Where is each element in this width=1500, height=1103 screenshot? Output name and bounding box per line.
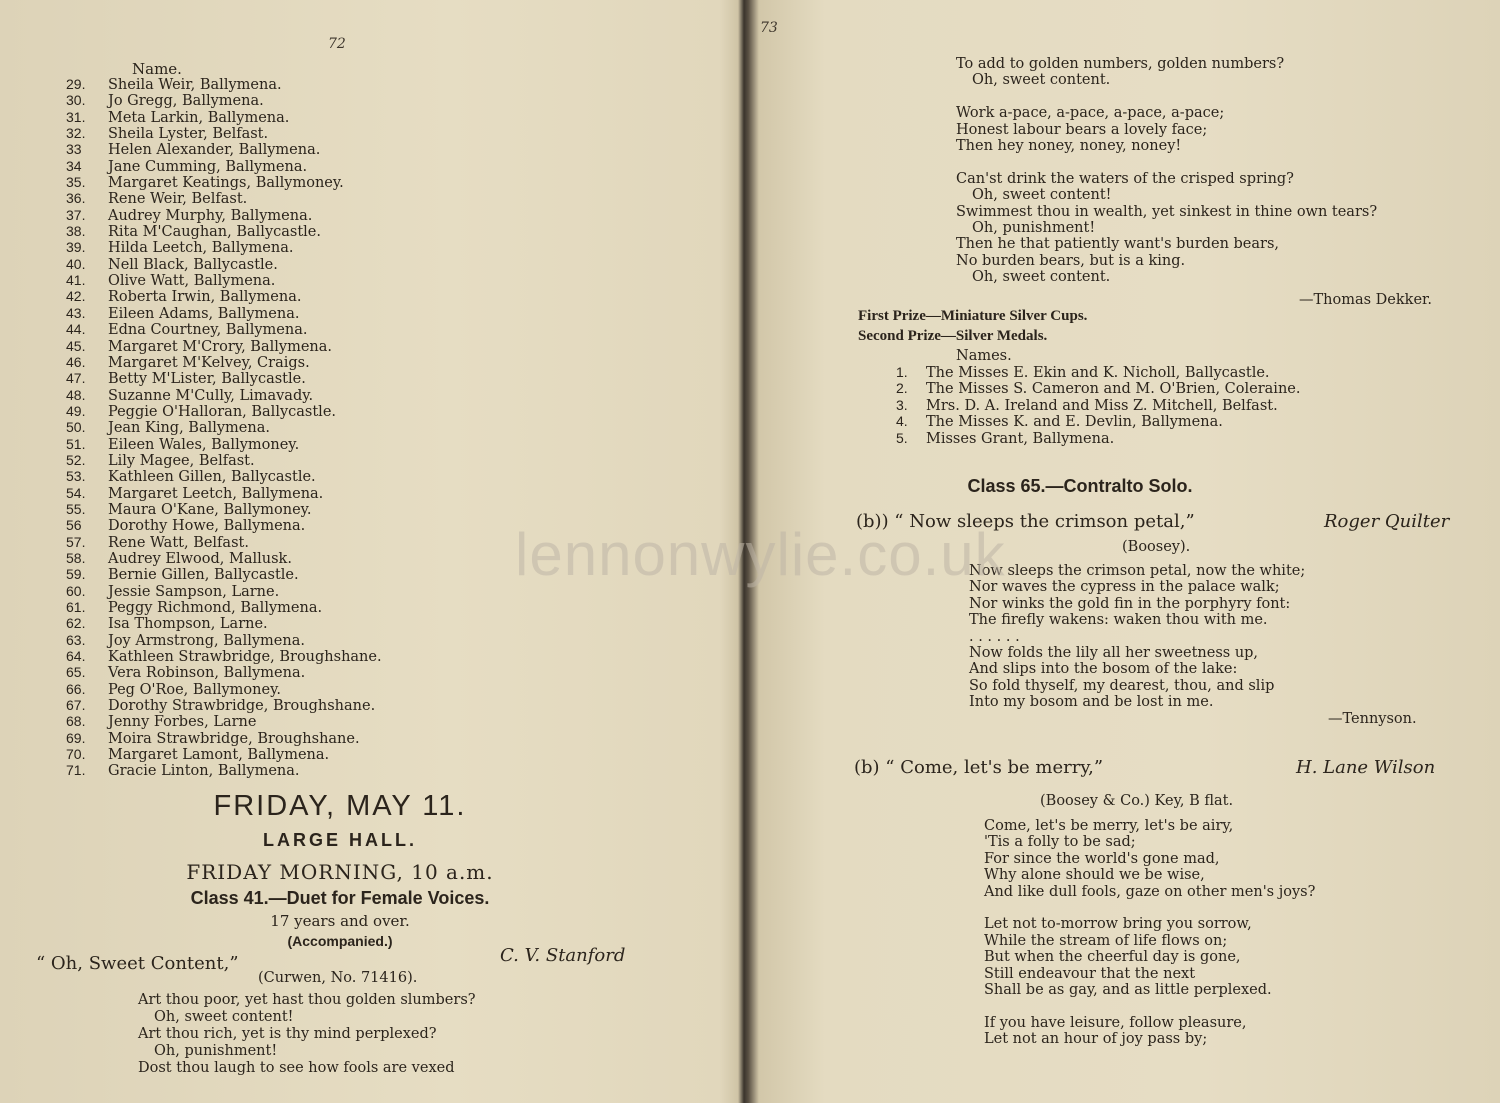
list-item	[66, 632, 382, 648]
composer: C. V. Stanford	[500, 945, 626, 966]
entry-number: 40.	[66, 255, 86, 272]
entry-number: 66.	[66, 680, 86, 697]
lyric-line: Oh, sweet content.	[972, 72, 1111, 89]
second-prize: Second Prize—Silver Medals.	[858, 328, 1048, 344]
entry-number: 49.	[66, 402, 86, 419]
entry-name: Lily Magee, Belfast.	[108, 452, 255, 469]
lyric-line: No burden bears, but is a king.	[956, 252, 1186, 269]
lyric-line: Art thou rich, yet is thy mind perplexed?	[138, 1026, 437, 1042]
entry-name: Peg O'Roe, Ballymoney.	[108, 681, 281, 698]
list-item	[66, 501, 382, 517]
entry-number: 45.	[66, 337, 86, 354]
entry-name: Olive Watt, Ballymena.	[108, 273, 276, 290]
list-item	[66, 403, 382, 419]
list-item	[896, 380, 1300, 396]
poem-continued	[956, 56, 1377, 285]
entry-number: 63.	[66, 631, 86, 648]
list-item	[66, 517, 382, 533]
entry-number: 43.	[66, 304, 86, 321]
entry-name: Sheila Weir, Ballymena.	[108, 77, 282, 93]
lyric-line: Nor winks the gold fin in the porphyry font:	[969, 595, 1291, 612]
entry-number: 62.	[66, 615, 86, 632]
entry-name: Margaret M'Kelvey, Craigs.	[108, 354, 310, 371]
entry-number: 64.	[66, 648, 86, 665]
entry-name: Edna Courtney, Ballymena.	[108, 322, 308, 339]
list-item	[66, 321, 382, 337]
names-header: Names.	[956, 348, 1012, 364]
list-item	[66, 419, 382, 435]
entry-number: 52.	[66, 451, 86, 468]
entry-number: 3.	[896, 396, 908, 413]
song-b-title: (b) “ Come, let's be merry,”	[854, 757, 1104, 778]
list-item	[66, 174, 382, 190]
entry-number: 70.	[66, 746, 86, 763]
list-item	[66, 256, 382, 272]
list-item	[66, 338, 382, 354]
entry-number: 42.	[66, 288, 86, 305]
entry-number: 54.	[66, 484, 86, 501]
list-item	[66, 288, 382, 304]
list-item	[66, 190, 382, 206]
lyric-line: Then hey noney, noney, noney!	[956, 137, 1182, 154]
list-item	[66, 648, 382, 664]
list-item	[896, 364, 1300, 380]
winner-list	[896, 364, 1300, 446]
page-number: 72	[328, 36, 346, 52]
list-item	[66, 534, 382, 550]
song-b-publisher: (Boosey & Co.) Key, B flat.	[1040, 793, 1234, 809]
class-heading: Class 65.—Contralto Solo.	[967, 476, 1193, 496]
lyric-line: And slips into the bosom of the lake:	[969, 661, 1238, 678]
list-item	[66, 550, 382, 566]
entry-name: Kathleen Gillen, Ballycastle.	[108, 469, 316, 486]
lyric-line: And like dull fools, gaze on other men's joys?	[984, 883, 1316, 900]
list-item	[66, 141, 382, 157]
entry-name: Moira Strawbridge, Broughshane.	[108, 730, 360, 747]
entry-name: Kathleen Strawbridge, Broughshane.	[108, 649, 382, 666]
first-prize: First Prize—Miniature Silver Cups.	[858, 308, 1088, 324]
entry-name: Audrey Elwood, Mallusk.	[108, 550, 292, 567]
age-note: 17 years and over.	[270, 912, 410, 930]
entry-name: Jo Gregg, Ballymena.	[108, 93, 264, 110]
song-a-author: —Tennyson.	[1328, 711, 1417, 727]
entry-number: 46.	[66, 353, 86, 370]
entry-number: 32.	[66, 125, 86, 142]
list-item	[66, 583, 382, 599]
song-title: “ Oh, Sweet Content,”	[36, 953, 239, 974]
entry-name: Margaret Keatings, Ballymoney.	[108, 175, 344, 192]
entry-name: Suzanne M'Cully, Limavady.	[108, 387, 314, 404]
entry-number: 56	[66, 517, 82, 534]
lyric-line: Oh, sweet content!	[154, 1009, 294, 1025]
list-item	[66, 452, 382, 468]
entry-number: 51.	[66, 435, 86, 452]
lyric-line: Shall be as gay, and as little perplexed.	[984, 981, 1272, 998]
entry-name: Peggie O'Halloran, Ballycastle.	[108, 403, 337, 420]
list-item	[66, 697, 382, 713]
lyric-line: The firefly wakens: waken thou with me.	[969, 612, 1268, 629]
lyric-line: Why alone should we be wise,	[984, 867, 1205, 884]
entry-number: 48.	[66, 386, 86, 403]
watermark: lennonwylie.co.uk	[515, 521, 1006, 588]
entry-name: Maura O'Kane, Ballymoney.	[108, 501, 312, 518]
list-item	[66, 125, 382, 141]
entry-name: Hilda Leetch, Ballymena.	[108, 240, 294, 257]
entry-name: Bernie Gillen, Ballycastle.	[108, 567, 299, 584]
lyric-line: But when the cheerful day is gone,	[984, 949, 1241, 966]
lyric-line: Then he that patiently want's burden bears,	[956, 236, 1280, 253]
entry-number: 41.	[66, 272, 86, 289]
entry-name: Meta Larkin, Ballymena.	[108, 109, 290, 126]
entry-name: The Misses K. and E. Devlin, Ballymena.	[926, 414, 1223, 431]
entry-name: Margaret Lamont, Ballymena.	[108, 747, 330, 764]
list-item	[66, 615, 382, 631]
lyric-line: Now sleeps the crimson petal, now the white;	[969, 563, 1306, 579]
lyric-line: If you have leisure, follow pleasure,	[984, 1014, 1247, 1031]
entry-number: 57.	[66, 533, 86, 550]
lyric-line: While the stream of life flows on;	[984, 932, 1228, 949]
entry-number: 58.	[66, 549, 86, 566]
entry-name: Gracie Linton, Ballymena.	[108, 763, 300, 780]
entry-number: 59.	[66, 566, 86, 583]
song-a-lyrics	[969, 563, 1305, 711]
entry-name: Misses Grant, Ballymena.	[926, 430, 1115, 447]
list-item	[66, 223, 382, 239]
lyric-line	[956, 89, 1377, 105]
names-header: Name.	[132, 60, 182, 78]
entry-name: Rita M'Caughan, Ballycastle.	[108, 224, 321, 241]
entry-name: Sheila Lyster, Belfast.	[108, 126, 269, 143]
lyric-line	[984, 900, 1315, 916]
list-item	[66, 207, 382, 223]
list-item	[66, 664, 382, 680]
lyric-line: Oh, punishment!	[972, 219, 1096, 236]
song-b-lyrics	[984, 818, 1315, 1047]
lyric-line: Art thou poor, yet hast thou golden slumbers?	[138, 992, 476, 1008]
lyric-line: Dost thou laugh to see how fools are vexed	[138, 1060, 455, 1076]
lyric-line: Come, let's be merry, let's be airy,	[984, 818, 1234, 834]
poem-author: —Thomas Dekker.	[1299, 292, 1432, 308]
song-lyrics	[138, 992, 476, 1077]
entry-name: Nell Black, Ballycastle.	[108, 256, 278, 273]
lyric-line: Honest labour bears a lovely face;	[956, 121, 1208, 138]
entry-number: 31.	[66, 108, 86, 125]
accompaniment-note: (Accompanied.)	[287, 933, 393, 949]
list-item	[896, 430, 1300, 446]
entry-number: 29.	[66, 76, 86, 92]
list-item	[66, 387, 382, 403]
entry-number: 5.	[896, 429, 908, 446]
entry-number: 55.	[66, 500, 86, 517]
entry-number: 44.	[66, 321, 86, 338]
publisher: (Curwen, No. 71416).	[258, 970, 418, 986]
entry-name: Isa Thompson, Larne.	[108, 616, 268, 633]
entry-number: 68.	[66, 713, 86, 730]
entry-name: Eileen Wales, Ballymoney.	[108, 436, 300, 453]
entry-name: Audrey Murphy, Ballymena.	[108, 207, 313, 224]
lyric-line: So fold thyself, my dearest, thou, and slip	[969, 677, 1275, 694]
entry-number: 38.	[66, 223, 86, 240]
day-heading: FRIDAY, MAY 11.	[213, 790, 467, 822]
entry-name: Helen Alexander, Ballymena.	[108, 142, 321, 159]
entry-number: 35.	[66, 174, 86, 191]
entry-name: Betty M'Lister, Ballycastle.	[108, 371, 306, 388]
entry-number: 39.	[66, 239, 86, 256]
entry-name: Dorothy Strawbridge, Broughshane.	[108, 698, 376, 715]
entry-name: Jessie Sampson, Larne.	[108, 583, 280, 600]
list-item	[66, 681, 382, 697]
lyric-line: Let not to-morrow bring you sorrow,	[984, 916, 1252, 933]
session-heading: FRIDAY MORNING, 10 a.m.	[186, 860, 494, 884]
list-item	[66, 599, 382, 615]
list-item	[66, 239, 382, 255]
list-item	[66, 485, 382, 501]
list-item	[66, 746, 382, 762]
list-item	[66, 305, 382, 321]
entry-number: 4.	[896, 413, 908, 430]
song-a-publisher: (Boosey).	[1122, 539, 1191, 555]
entry-name: Mrs. D. A. Ireland and Miss Z. Mitchell, Belfast.	[926, 397, 1278, 414]
venue-heading: LARGE HALL.	[263, 830, 417, 850]
entry-name: Rene Watt, Belfast.	[108, 534, 249, 551]
entry-name: Rene Weir, Belfast.	[108, 191, 248, 208]
entry-number: 65.	[66, 664, 86, 681]
page-number: 73	[760, 20, 778, 36]
lyric-line: Still endeavour that the next	[984, 965, 1196, 982]
entry-name: Jane Cumming, Ballymena.	[108, 158, 308, 175]
lyric-line	[956, 154, 1377, 170]
lyric-line	[984, 998, 1315, 1014]
entry-number: 71.	[66, 762, 86, 779]
list-item	[66, 158, 382, 174]
lyric-line: Nor waves the cypress in the palace walk;	[969, 579, 1280, 596]
entry-name: Margaret Leetch, Ballymena.	[108, 485, 324, 502]
list-item	[66, 109, 382, 125]
lyric-line: Oh, sweet content.	[972, 269, 1111, 286]
entry-number: 67.	[66, 697, 86, 714]
entry-number: 33	[66, 141, 82, 158]
list-item	[66, 92, 382, 108]
lyric-line: Work a-pace, a-pace, a-pace, a-pace;	[956, 105, 1225, 122]
lyric-line: Oh, punishment!	[154, 1043, 278, 1059]
list-item	[66, 354, 382, 370]
list-item	[66, 272, 382, 288]
list-item	[66, 468, 382, 484]
entry-number: 1.	[896, 364, 908, 380]
list-item	[66, 762, 382, 778]
lyric-line: Let not an hour of joy pass by;	[984, 1031, 1208, 1048]
entry-number: 50.	[66, 419, 86, 436]
list-item	[66, 713, 382, 729]
lyric-line: To add to golden numbers, golden numbers?	[956, 56, 1285, 72]
lyric-line: 'Tis a folly to be sad;	[984, 834, 1136, 851]
list-item	[66, 76, 382, 92]
entry-number: 69.	[66, 729, 86, 746]
list-item	[896, 397, 1300, 413]
entry-name: Dorothy Howe, Ballymena.	[108, 518, 306, 535]
lyric-line: Oh, sweet content!	[972, 187, 1112, 204]
entry-name: Jean King, Ballymena.	[108, 420, 270, 437]
lyric-line: Now folds the lily all her sweetness up,	[969, 644, 1259, 661]
entry-list	[66, 76, 382, 779]
entry-number: 61.	[66, 599, 86, 615]
entry-name: Jenny Forbes, Larne	[108, 714, 257, 731]
list-item	[66, 566, 382, 582]
entry-number: 36.	[66, 190, 86, 207]
entry-number: 47.	[66, 370, 86, 387]
lyric-line: Swimmest thou in wealth, yet sinkest in thine own tears?	[956, 203, 1378, 220]
entry-name: Peggy Richmond, Ballymena.	[108, 600, 323, 616]
song-a-title: (b)) “ Now sleeps the crimson petal,”	[856, 511, 1195, 532]
song-b-composer: H. Lane Wilson	[1296, 757, 1436, 778]
entry-name: Margaret M'Crory, Ballymena.	[108, 338, 332, 355]
lyric-line: Into my bosom and be lost in me.	[969, 694, 1214, 711]
class-heading: Class 41.—Duet for Female Voices.	[190, 888, 490, 908]
entry-number: 2.	[896, 380, 908, 397]
list-item	[66, 370, 382, 386]
list-item	[66, 730, 382, 746]
entry-name: Joy Armstrong, Ballymena.	[108, 632, 305, 649]
entry-name: The Misses S. Cameron and M. O'Brien, Coleraine.	[926, 381, 1301, 398]
entry-name: Roberta Irwin, Ballymena.	[108, 289, 302, 306]
entry-number: 60.	[66, 582, 86, 599]
list-item	[66, 436, 382, 452]
entry-name: The Misses E. Ekin and K. Nicholl, Ballycastle.	[926, 365, 1270, 381]
entry-name: Eileen Adams, Ballymena.	[108, 305, 300, 322]
entry-number: 37.	[66, 206, 86, 223]
entry-name: Vera Robinson, Ballymena.	[108, 665, 306, 682]
entry-number: 30.	[66, 92, 86, 109]
song-a-composer: Roger Quilter	[1324, 511, 1450, 532]
list-item	[896, 413, 1300, 429]
lyric-line: For since the world's gone mad,	[984, 850, 1220, 867]
lyric-line: . . . . . .	[969, 628, 1020, 645]
entry-number: 34	[66, 157, 82, 174]
entry-number: 53.	[66, 468, 86, 485]
lyric-line: Can'st drink the waters of the crisped spring?	[956, 170, 1294, 187]
